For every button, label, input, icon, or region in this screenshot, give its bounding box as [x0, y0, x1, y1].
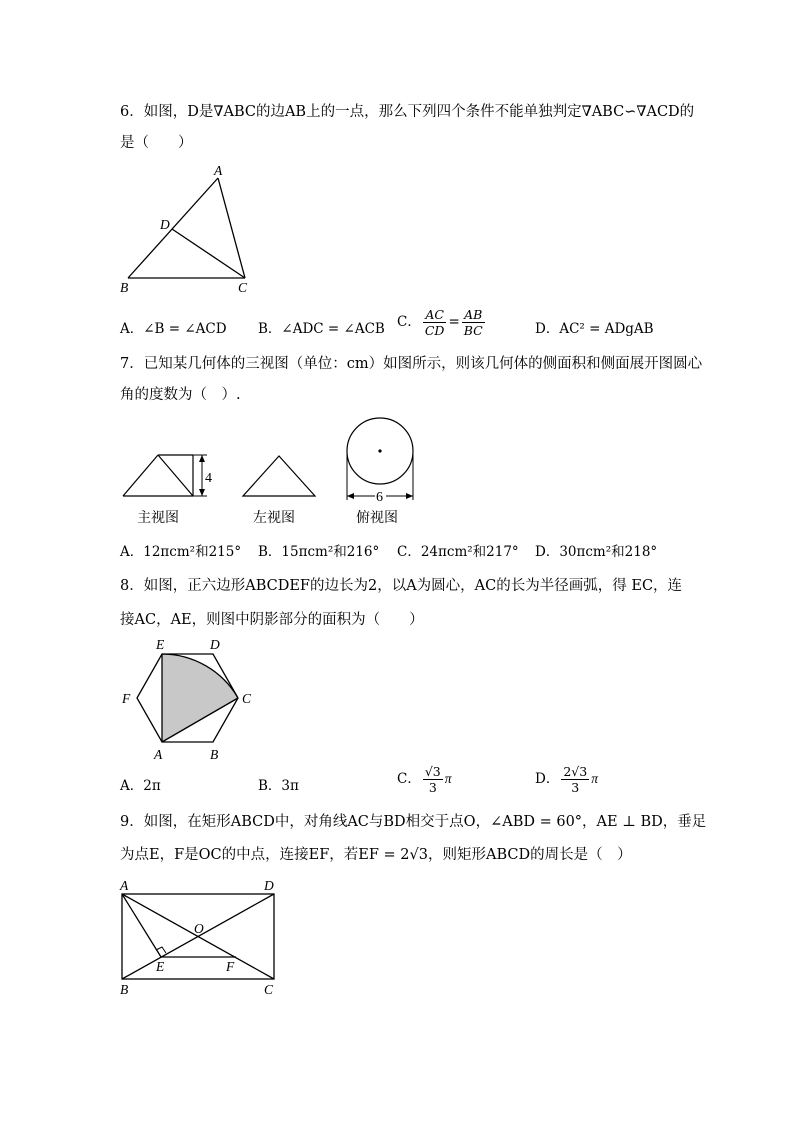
- q6-stem-line1: 6．如图，D是∇ABC的边AB上的一点，那么下列四个条件不能单独判定∇ABC∽∇ACD的: [120, 104, 695, 120]
- numerator: AB: [462, 307, 485, 323]
- point-label-a: A: [214, 163, 223, 178]
- point-label-f: F: [122, 691, 131, 706]
- q6-option-c-prefix: C．: [397, 314, 421, 330]
- denominator: 3: [428, 780, 437, 795]
- q8-option-a: A．2π: [120, 778, 161, 794]
- caption-front-view: 主视图: [137, 510, 179, 526]
- q7-option-c: C．24πcm²和217°: [397, 544, 519, 560]
- fraction-ab-bc: [462, 307, 485, 338]
- q6-triangle-figure: [110, 160, 270, 300]
- q8-option-b: B．3π: [258, 778, 299, 794]
- point-label-c: C: [238, 280, 248, 295]
- q8-stem-line2: 接AC，AE，则图中阴影部分的面积为（ ）: [120, 612, 424, 628]
- point-label-c: C: [242, 691, 252, 706]
- q6-stem-line2: 是（ ）: [120, 135, 193, 151]
- q7-stem-line1: 7．已知某几何体的三视图（单位：cm）如图所示，则该几何体的侧面积和侧面展开图圆心: [120, 356, 703, 372]
- dim-width-label: 6: [376, 490, 383, 505]
- q8-stem-line1: 8．如图，正六边形ABCDEF的边长为2，以A为圆心，AC的长为半径画弧，得 EC，连: [120, 578, 683, 594]
- caption-top-view: 俯视图: [356, 510, 398, 526]
- point-label-b: B: [120, 280, 129, 295]
- q8-option-d-prefix: D．: [535, 771, 560, 787]
- segment-ae: [122, 894, 161, 957]
- point-label-a: A: [120, 878, 129, 893]
- q8-option-d: [535, 764, 598, 795]
- numerator: AC: [423, 307, 447, 323]
- denominator: 3: [571, 780, 580, 795]
- front-view: [123, 455, 212, 496]
- point-label-d: D: [160, 217, 170, 232]
- point-label-f: F: [226, 959, 235, 974]
- dim-height-label: 4: [205, 471, 212, 486]
- point-label-e: E: [156, 959, 165, 974]
- fraction-sqrt3-over-3: [423, 764, 443, 795]
- point-label-d: D: [210, 637, 220, 652]
- point-label-b: B: [120, 982, 129, 997]
- pi-symbol: π: [591, 771, 598, 786]
- pi-symbol: π: [444, 771, 452, 786]
- numerator: √3: [424, 764, 441, 779]
- point-label-o: O: [194, 921, 204, 936]
- caption-side-view: 左视图: [253, 510, 295, 526]
- q6-option-a: A．∠B = ∠ACD: [120, 321, 227, 337]
- point-label-e: E: [156, 637, 165, 652]
- q7-option-b: B．15πcm²和216°: [258, 544, 380, 560]
- segment-ab: [128, 178, 218, 278]
- side-view: [243, 456, 315, 496]
- point-label-b: B: [210, 747, 219, 762]
- q7-option-a: A．12πcm²和215°: [120, 544, 242, 560]
- top-view: [347, 418, 413, 505]
- q6-option-d: D．AC² = ADgAB: [535, 321, 654, 337]
- q8-option-c: [397, 764, 452, 795]
- q7-option-d: D．30πcm²和218°: [535, 544, 658, 560]
- q8-option-c-prefix: C．: [397, 771, 421, 787]
- shaded-sector: [162, 654, 238, 742]
- fraction-ac-cd: [423, 307, 447, 338]
- denominator: BC: [463, 323, 483, 338]
- numerator: 2√3: [563, 764, 588, 779]
- q7-stem-line2: 角的度数为（ ）.: [120, 387, 241, 403]
- q9-stem-line2: 为点E，F是OC的中点，连接EF，若EF = 2√3，则矩形ABCD的周长是（ ）: [120, 847, 632, 863]
- q9-stem-line1: 9．如图，在矩形ABCD中，对角线AC与BD相交于点O，∠ABD = 60°，AE ⊥ BD，垂足: [120, 814, 707, 830]
- denominator: CD: [424, 323, 445, 338]
- point-label-d: D: [264, 878, 274, 893]
- q7-three-views-figure: [115, 412, 435, 532]
- point-label-c: C: [264, 982, 274, 997]
- q8-hexagon-figure: [110, 632, 270, 768]
- q6-option-b: B．∠ADC = ∠ACB: [258, 321, 385, 337]
- point-label-a: A: [154, 747, 163, 762]
- q6-option-c: C． $\frac{AC}{CD}$ = $\frac{AB}{BC}$: [397, 307, 483, 338]
- fraction-2sqrt3-over-3: [561, 764, 589, 795]
- q9-rectangle-figure: [110, 872, 290, 1000]
